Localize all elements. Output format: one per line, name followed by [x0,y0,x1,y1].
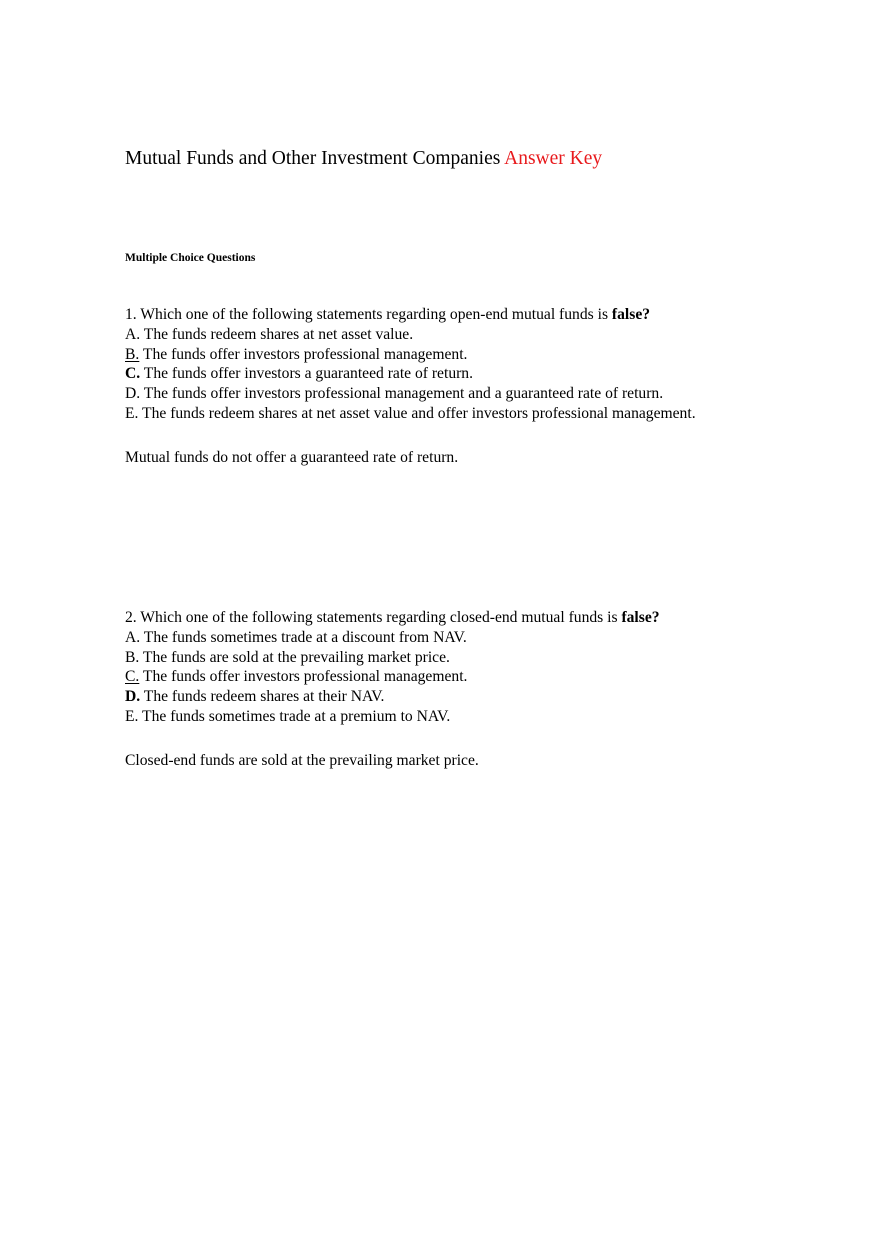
option-d [125,384,696,404]
option-text: The funds offer investors professional management and a guaranteed rate of return. [140,385,664,403]
option-c-correct [125,364,696,384]
option-b [125,648,660,668]
answer-explanation: Mutual funds do not offer a guaranteed rate of return. [125,448,459,466]
page-title [125,148,602,170]
option-text: The funds offer investors professional management. [139,668,468,686]
option-letter: C. [125,365,141,383]
question-1 [125,305,696,468]
option-letter: A. [125,628,141,646]
option-text: The funds redeem shares at their NAV. [140,688,385,706]
question-stem: 2. Which one of the following statements regarding closed-end mutual funds is false? [125,609,660,626]
question-2 [125,608,660,771]
stem-emphasis: false? [611,306,651,323]
option-d-correct [125,687,660,707]
option-e [125,707,660,727]
option-letter: B. [125,648,140,666]
answer-explanation: Closed-end funds are sold at the prevailing market price. [125,751,479,769]
option-b [125,345,696,365]
title-main: Mutual Funds and Other Investment Companies [125,148,501,169]
option-letter: E. [125,404,139,422]
option-letter: A. [125,325,141,343]
option-text: The funds sometimes trade at a premium to NAV. [138,707,451,725]
option-a [125,628,660,648]
title-answer-key: Answer Key [504,148,603,169]
option-text: The funds offer investors a guaranteed rate of return. [140,365,474,383]
option-c [125,667,660,687]
option-text: The funds offer investors professional management. [139,345,468,363]
option-text: The funds redeem shares at net asset value and offer investors professional management. [138,404,696,422]
option-e [125,404,696,424]
option-letter: E. [125,707,139,725]
option-a [125,325,696,345]
stem-emphasis: false? [621,609,660,626]
option-letter: D. [125,688,141,706]
section-heading: Multiple Choice Questions [125,252,256,264]
option-text: The funds are sold at the prevailing market price. [139,648,450,666]
option-text: The funds sometimes trade at a discount from NAV. [140,628,467,646]
option-letter: D. [125,385,141,403]
option-letter: C. [125,668,140,686]
option-text: The funds redeem shares at net asset value. [140,325,414,343]
option-letter: B. [125,345,140,363]
question-stem: 1. Which one of the following statements regarding open-end mutual funds is false? [125,306,651,323]
